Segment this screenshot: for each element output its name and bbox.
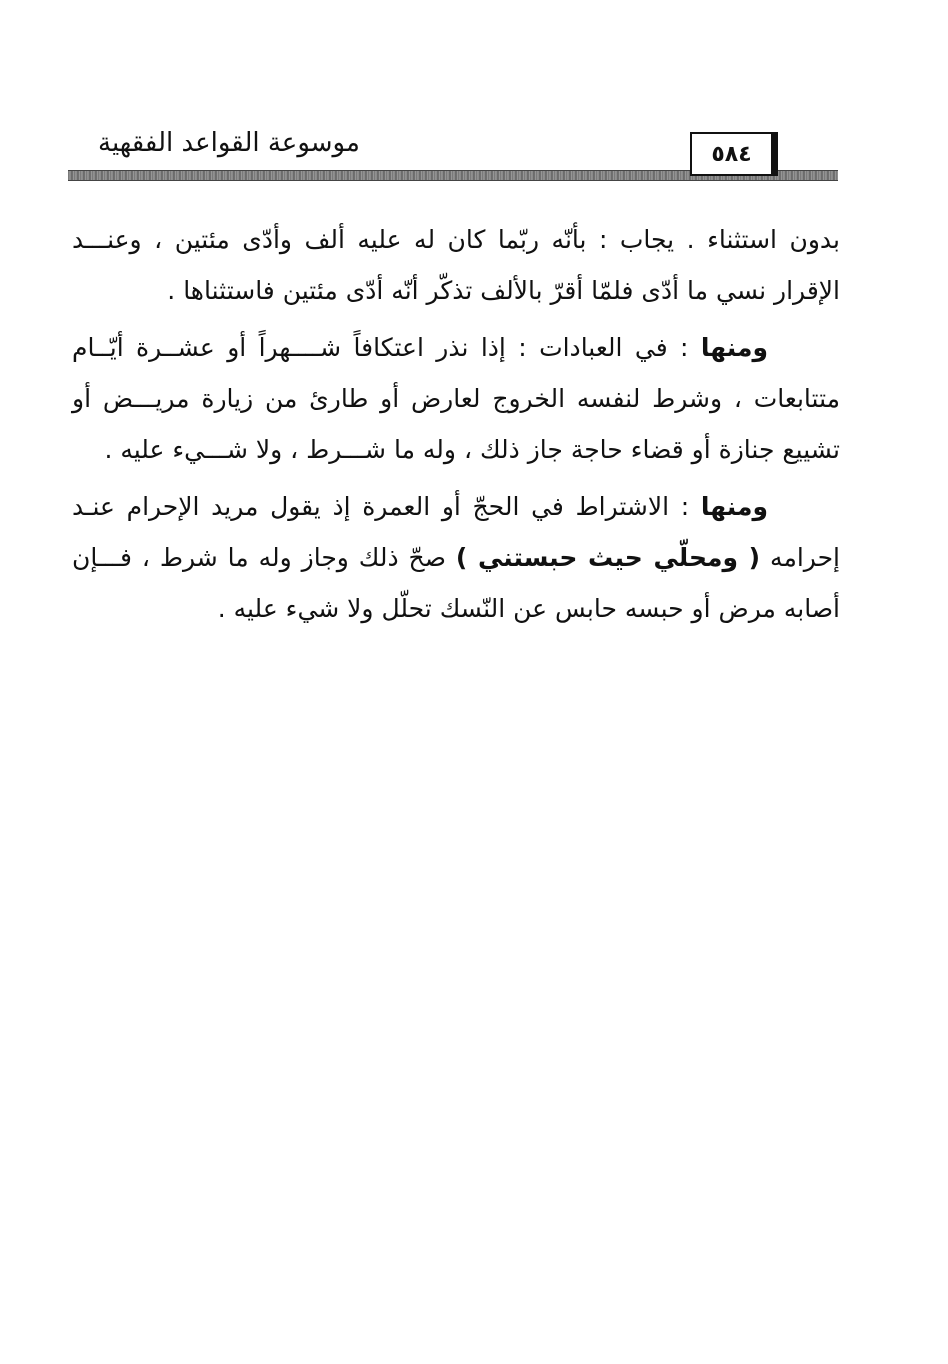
page-number: ٥٨٤ xyxy=(711,141,752,167)
page-header xyxy=(68,118,838,184)
paragraph-1 xyxy=(72,214,840,316)
paragraph-3-text-b: صحّ ذلك وجاز وله ما شرط ، فـــإن أصابه مرض أو حبسه حابس عن النّسك تحلّل ولا شيء عليه . xyxy=(72,543,840,623)
paragraph-2-text: : في العبادات : إذا نذر اعتكافاً شــــهراً أو عشــرة أيّــام متتابعات ، وشرط لنفسه الخروج لعارض أو طارئ من زيارة مريـــض أو تشييع جنازة أو قضاء حاجة جاز ذلك ، وله ما شـــرط ، ولا شـــيء عليه . xyxy=(72,333,840,464)
paragraph-3-text-a: : الاشتراط في الحجّ أو العمرة إذ يقول مريد الإحرام عنـد إحرامه xyxy=(72,492,840,572)
book-title: موسوعة القواعد الفقهية xyxy=(98,128,360,158)
paragraph-3-lead: ومنها xyxy=(700,492,768,521)
paragraph-2 xyxy=(72,322,840,475)
paragraph-3 xyxy=(72,481,840,634)
page-number-box xyxy=(690,132,778,176)
paragraph-2-lead: ومنها xyxy=(700,333,768,362)
paragraph-3-quote: ( ومحلّي حيث حبستني ) xyxy=(455,543,761,572)
paragraph-1-text: بدون استثناء . يجاب : بأنّه ربّما كان له عليه ألف وأدّى مئتين ، وعنـــد الإقرار نسي ما أدّى فلمّا أقرّ بالألف تذكّر أنّه أدّى مئتين فاستثناها . xyxy=(72,225,840,305)
page-body xyxy=(72,214,840,640)
